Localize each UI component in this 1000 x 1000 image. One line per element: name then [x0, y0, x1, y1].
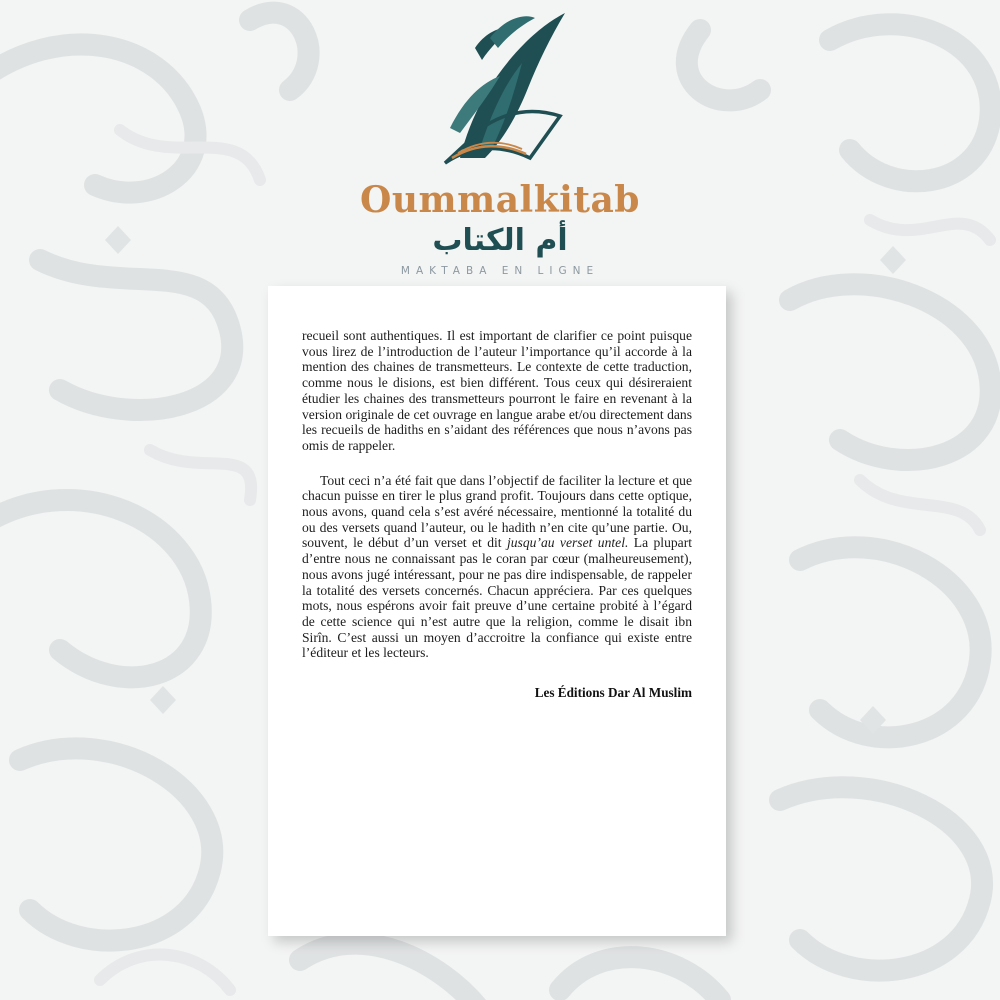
paragraph-2-italic: jusqu’au verset untel. — [506, 535, 629, 551]
paragraph-2-text-start: Tout ceci n’a été fait que dans l’objectif de faciliter la lecture et que chacun puisse en tirer le plus grand profit. Toujours dans cette optique, nous avons, quand cela s’est avéré nécessaire, mentionné la totalité du ou des versets quand l’auteur, ou le hadith n’en cite qu’une partie. Ou, souvent, le début d’un verset et dit — [302, 472, 692, 551]
paragraph-2-text-end: La plupart d’entre nous ne connaissant pas le coran par cœur (malheureusement), nous avons jugé intéressant, pour ne pas dire indispensable, de rappeler la totalité des versets concernés. Chacun appréciera. Par ces quelques mots, nous espérons avoir fait preuve d’une certaine probité à l’égard de cette science qui n’est autre que la religion, comme le disait ibn Sirîn. C’est aussi un moyen d’accroitre la confiance qui existe entre l’éditeur et les lecteurs. — [302, 535, 692, 661]
book-page — [268, 286, 726, 936]
brand-tagline: MAKTABA EN LIGNE — [400, 265, 600, 277]
publisher-signature: Les Éditions Dar Al Muslim — [534, 685, 692, 701]
brand-name: Oummalkitab — [360, 179, 640, 221]
quill-book-icon — [430, 8, 570, 178]
paragraph-1: recueil sont authentiques. Il est important de clarifier ce point puisque vous lirez de l’introduction de l’auteur l’importance qu’il accorde à la mention des chaines de transmetteurs. Le contexte de cette traduction, comme nous le disions, est bien différent. Tous ceux qui désireraient étudier les chaines des transmetteurs pourront le faire en revenant à la version originale de cet ouvrage en langue arabe et/ou directement dans les recueils de hadiths en s’aidant des références que nous n’avons pas omis de rappeler. — [302, 328, 692, 453]
paragraph-2 — [302, 473, 692, 661]
brand-name-arabic: أم الكتاب — [432, 223, 568, 258]
brand-logo — [350, 8, 650, 283]
